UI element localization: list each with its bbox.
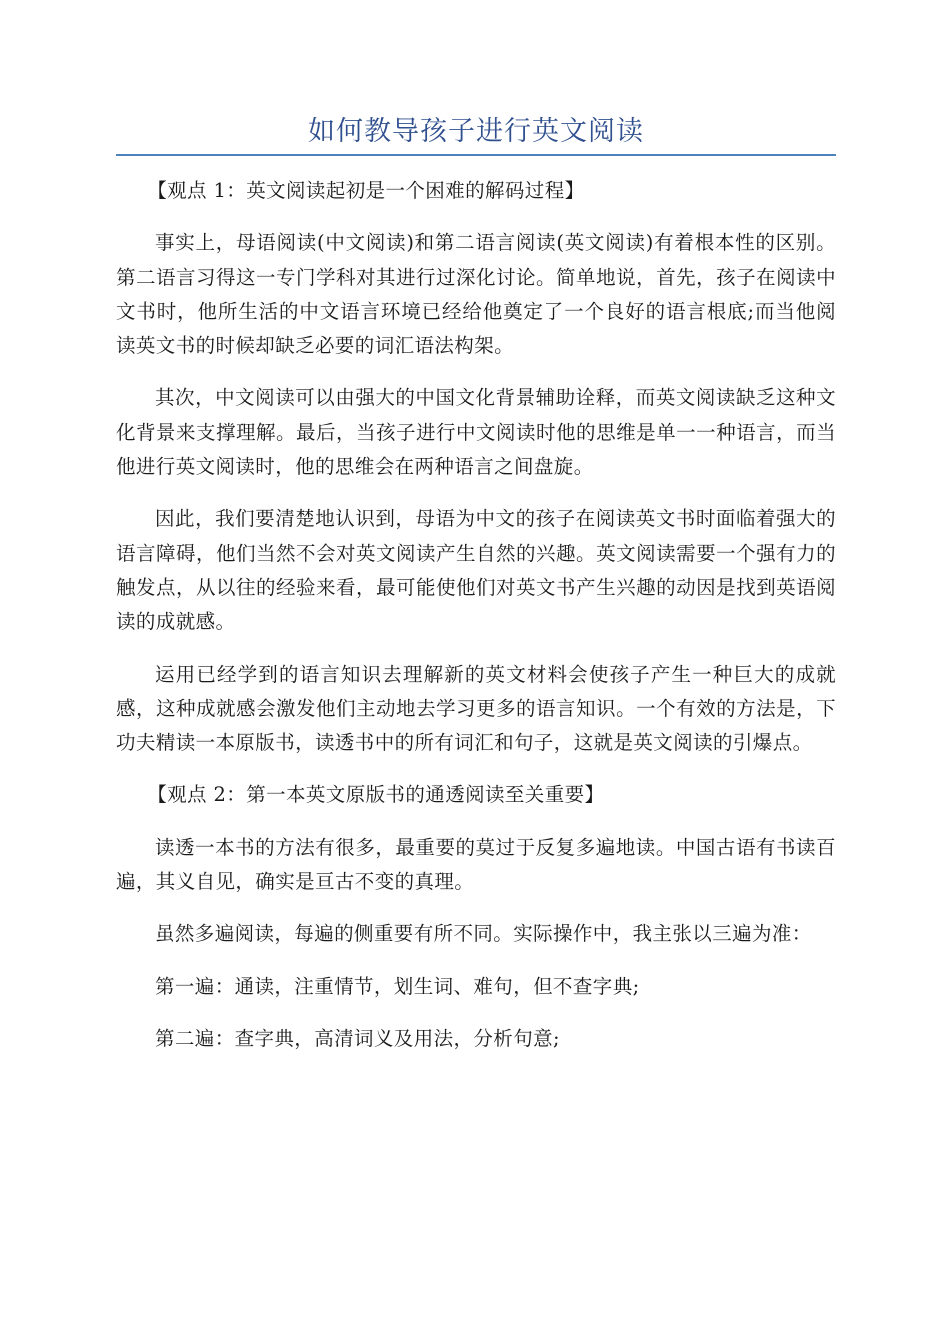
paragraph: 因此，我们要清楚地认识到，母语为中文的孩子在阅读英文书时面临着强大的语言障碍，他们当然不会对英文阅读产生自然的兴趣。英文阅读需要一个强有力的触发点，从以往的经验来看，最可能使他们对英文书产生兴趣的动因是找到英语阅读的成就感。 — [116, 507, 836, 634]
reading-step: 第一遍：通读，注重情节，划生词、难句，但不查字典; — [155, 974, 640, 998]
paragraph: 运用已经学到的语言知识去理解新的英文材料会使孩子产生一种巨大的成就感，这种成就感会激发他们主动地去学习更多的语言知识。一个有效的方法是，下功夫精读一本原版书，读透书中的所有词汇和句子，这就是英文阅读的引爆点。 — [116, 662, 836, 755]
document-body — [116, 174, 836, 1074]
paragraph: 读透一本书的方法有很多，最重要的莫过于反复多遍地读。中国古语有书读百遍，其义自见，确实是亘古不变的真理。 — [116, 835, 836, 894]
paragraph: 其次，中文阅读可以由强大的中国文化背景辅助诠释，而英文阅读缺乏这种文化背景来支撑理解。最后，当孩子进行中文阅读时他的思维是单一一种语言，而当他进行英文阅读时，他的思维会在两种语言之间盘旋。 — [116, 386, 836, 479]
document-title: 如何教导孩子进行英文阅读 — [308, 116, 644, 147]
paragraph: 事实上，母语阅读(中文阅读)和第二语言阅读(英文阅读)有着根本性的区别。第二语言习得这一专门学科对其进行过深化讨论。简单地说，首先，孩子在阅读中文书时，他所生活的中文语言环境已经给他奠定了一个良好的语言根底;而当他阅读英文书的时候却缺乏必要的词汇语法构架。 — [116, 231, 836, 358]
section-heading-2: 【观点 2：第一本英文原版书的通透阅读至关重要】 — [147, 783, 605, 807]
section-heading-1: 【观点 1：英文阅读起初是一个困难的解码过程】 — [147, 179, 585, 202]
title-underline — [116, 154, 836, 156]
document-page — [116, 0, 836, 1344]
reading-step: 第二遍：查字典，高清词义及用法，分析句意; — [155, 1026, 560, 1050]
paragraph: 虽然多遍阅读，每遍的侧重要有所不同。实际操作中，我主张以三遍为准： — [155, 922, 812, 946]
